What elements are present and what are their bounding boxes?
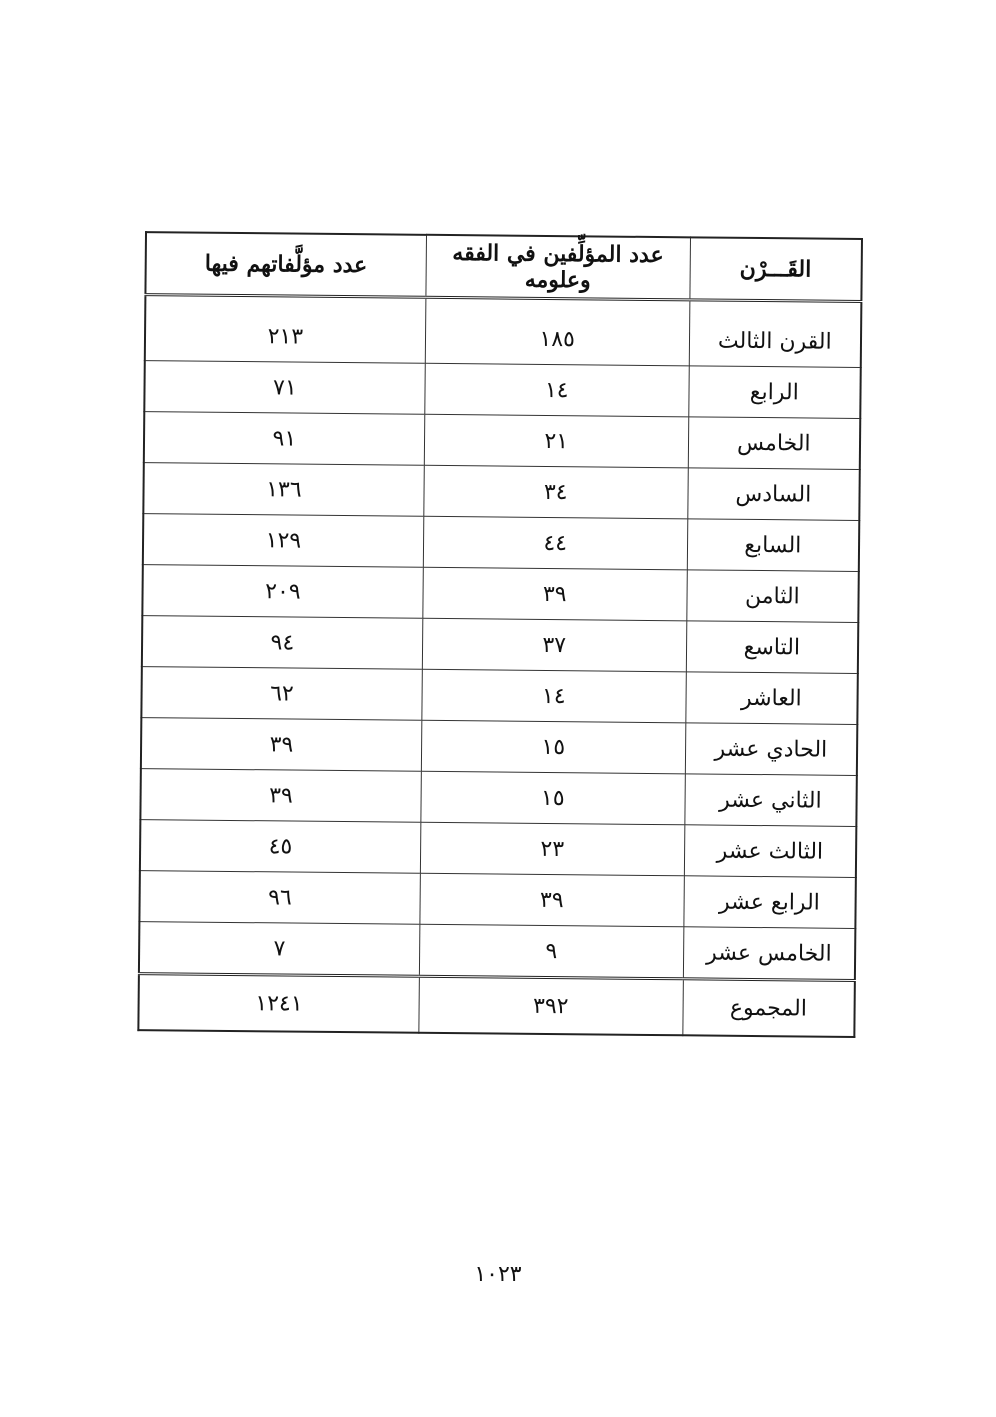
cell-works-count: ١٢٩ — [143, 514, 424, 568]
cell-century: السادس — [687, 468, 859, 521]
cell-authors-count: ١٥ — [421, 771, 685, 825]
table-body — [139, 295, 861, 981]
cell-century: الحادي عشر — [685, 723, 857, 776]
cell-century: القرن الثالث — [689, 300, 861, 368]
cell-century: الرابع — [688, 366, 860, 419]
header-authors-count: عدد المؤلِّفين في الفقه وعلومه — [426, 235, 691, 300]
table-row — [140, 769, 856, 827]
cell-works-count: ٤٥ — [140, 820, 421, 874]
cell-works-count: ٧ — [139, 922, 420, 977]
table-row — [142, 616, 858, 674]
table-footer — [138, 974, 855, 1037]
header-works-count: عدد مؤلَّفاتهم فيها — [145, 232, 426, 297]
cell-works-count: ٢٠٩ — [142, 565, 423, 619]
cell-century: الثالث عشر — [684, 825, 856, 878]
cell-century: الثامن — [686, 570, 858, 623]
table-row — [140, 820, 856, 878]
header-century: القَـــرْن — [690, 237, 862, 301]
table-row — [139, 871, 855, 929]
cell-authors-count: ١٤ — [422, 669, 686, 723]
cell-authors-count: ٢٣ — [420, 822, 684, 876]
cell-works-count: ٩١ — [144, 412, 425, 466]
table-row — [141, 667, 857, 725]
cell-authors-count: ٩ — [419, 924, 683, 979]
cell-century: السابع — [687, 519, 859, 572]
cell-century: الرابع عشر — [684, 876, 856, 929]
cell-authors-count: ٢١ — [424, 414, 688, 468]
cell-authors-count: ٣٤ — [424, 465, 688, 519]
total-label: المجموع — [682, 979, 854, 1037]
total-works: ١٢٤١ — [138, 974, 419, 1033]
cell-works-count: ٩٦ — [139, 871, 420, 925]
table-row — [144, 361, 860, 419]
table-row — [139, 922, 855, 981]
header-row — [145, 232, 862, 301]
cell-works-count: ٣٩ — [140, 769, 421, 823]
cell-century: الثاني عشر — [684, 774, 856, 827]
cell-works-count: ١٣٦ — [143, 463, 424, 517]
cell-authors-count: ٤٤ — [423, 516, 687, 570]
centuries-table — [137, 231, 863, 1038]
cell-works-count: ٦٢ — [141, 667, 422, 721]
page-number: ١٠٢٣ — [474, 1262, 522, 1287]
cell-century: العاشر — [685, 672, 857, 725]
total-authors: ٣٩٢ — [419, 976, 683, 1035]
table-row — [144, 412, 860, 470]
table-row — [143, 463, 859, 521]
table-row — [142, 565, 858, 623]
cell-authors-count: ١٨٥ — [425, 297, 690, 366]
cell-century: الخامس — [688, 417, 860, 470]
cell-works-count: ٢١٣ — [145, 295, 426, 364]
cell-authors-count: ٣٧ — [422, 618, 686, 672]
cell-century: التاسع — [686, 621, 858, 674]
cell-works-count: ٣٩ — [141, 718, 422, 772]
cell-century: الخامس عشر — [683, 927, 855, 981]
cell-authors-count: ١٥ — [421, 720, 685, 774]
cell-authors-count: ٣٩ — [423, 567, 687, 621]
table-row — [143, 514, 859, 572]
table-row — [141, 718, 857, 776]
table-row — [145, 295, 862, 368]
cell-authors-count: ١٤ — [425, 363, 689, 417]
cell-authors-count: ٣٩ — [420, 873, 684, 927]
cell-works-count: ٩٤ — [142, 616, 423, 670]
cell-works-count: ٧١ — [144, 361, 425, 415]
table-header — [145, 232, 862, 301]
total-row — [138, 974, 855, 1037]
